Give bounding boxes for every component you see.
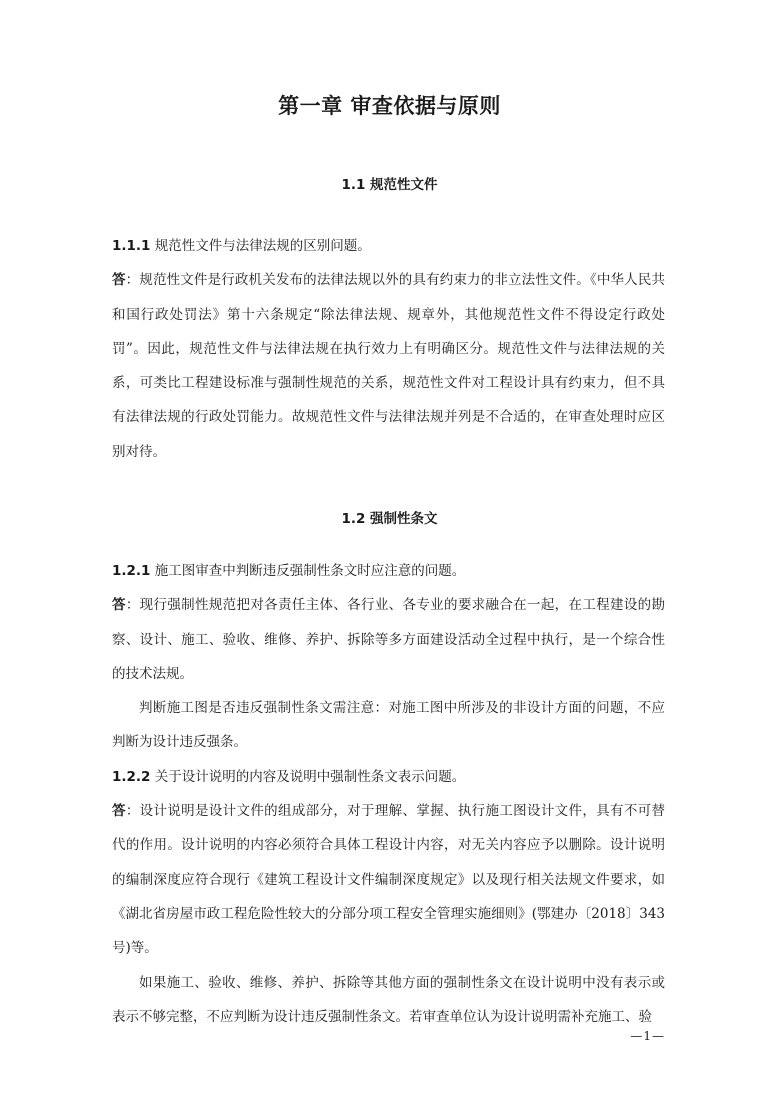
question-number: 1.2.1 [112, 563, 151, 579]
section-heading: 1.2 强制性条文 [341, 511, 438, 527]
body-paragraph: 判断施工图是否违反强制性条文需注意：对施工图中所涉及的非设计方面的问题，不应判断为设计违反强条。 [112, 700, 665, 751]
answer-text: ：现行强制性规范把对各责任主体、各行业、各专业的要求融合在一起，在工程建设的勘察、设计、施工、验收、维修、养护、拆除等多方面建设活动全过程中执行，是一个综合性的技术法规。 [112, 597, 666, 682]
question-line [112, 229, 665, 263]
section-1-1-body [112, 229, 665, 469]
answer-label: 答 [112, 272, 126, 289]
body-paragraph: 如果施工、验收、维修、养护、拆除等其他方面的强制性条文在设计说明中没有表示或表示不够完整，不应判断为设计违反强制性条文。若审查单位认为设计说明需补充施工、验 [112, 974, 665, 1025]
question-line [112, 554, 665, 588]
question-number: 1.1.1 [112, 238, 151, 254]
question-line [112, 760, 665, 794]
section-heading: 1.1 规范性文件 [341, 177, 438, 193]
question-text: 施工图审查中判断违反强制性条文时应注意的问题。 [150, 563, 466, 579]
chapter-title: 第一章 审查依据与原则 [278, 94, 501, 118]
answer-paragraph [112, 263, 665, 469]
question-text: 关于设计说明的内容及说明中强制性条文表示问题。 [150, 768, 466, 785]
answer-paragraph [112, 588, 665, 691]
question-text: 规范性文件与法律法规的区别问题。 [150, 238, 371, 254]
answer-paragraph [112, 794, 665, 965]
section-1-2-body [112, 554, 665, 1034]
answer-text: ：设计说明是设计文件的组成部分，对于理解、掌握、执行施工图设计文件，具有不可替代的作用。设计说明的内容必须符合具体工程设计内容，对无关内容应予以删除。设计说明的编制深度应符合现行《建筑工程设计文件编制深度规定》以及现行相关法规文件要求，如《湖北省房屋市政工程危险性较大的分部分项工程安全管理实施细则》(鄂建办〔2018〕343号)等。 [112, 803, 666, 957]
question-number: 1.2.2 [112, 768, 151, 785]
answer-text: ：规范性文件是行政机关发布的法律法规以外的具有约束力的非立法性文件。《中华人民共和国行政处罚法》第十六条规定“除法律法规、规章外，其他规范性文件不得设定行政处罚”。因此，规范性文件与法律法规在执行效力上有明确区分。规范性文件与法律法规的关系，可类比工程建设标准与强制性规范的关系，规范性文件对工程设计具有约束力，但不具有法律法规的行政处罚能力。故规范性文件与法律法规并列是不合适的，在审查处理时应区别对待。 [112, 272, 665, 460]
answer-label: 答 [112, 803, 126, 820]
page-number: —1— [630, 1029, 665, 1043]
answer-label: 答 [112, 597, 126, 614]
